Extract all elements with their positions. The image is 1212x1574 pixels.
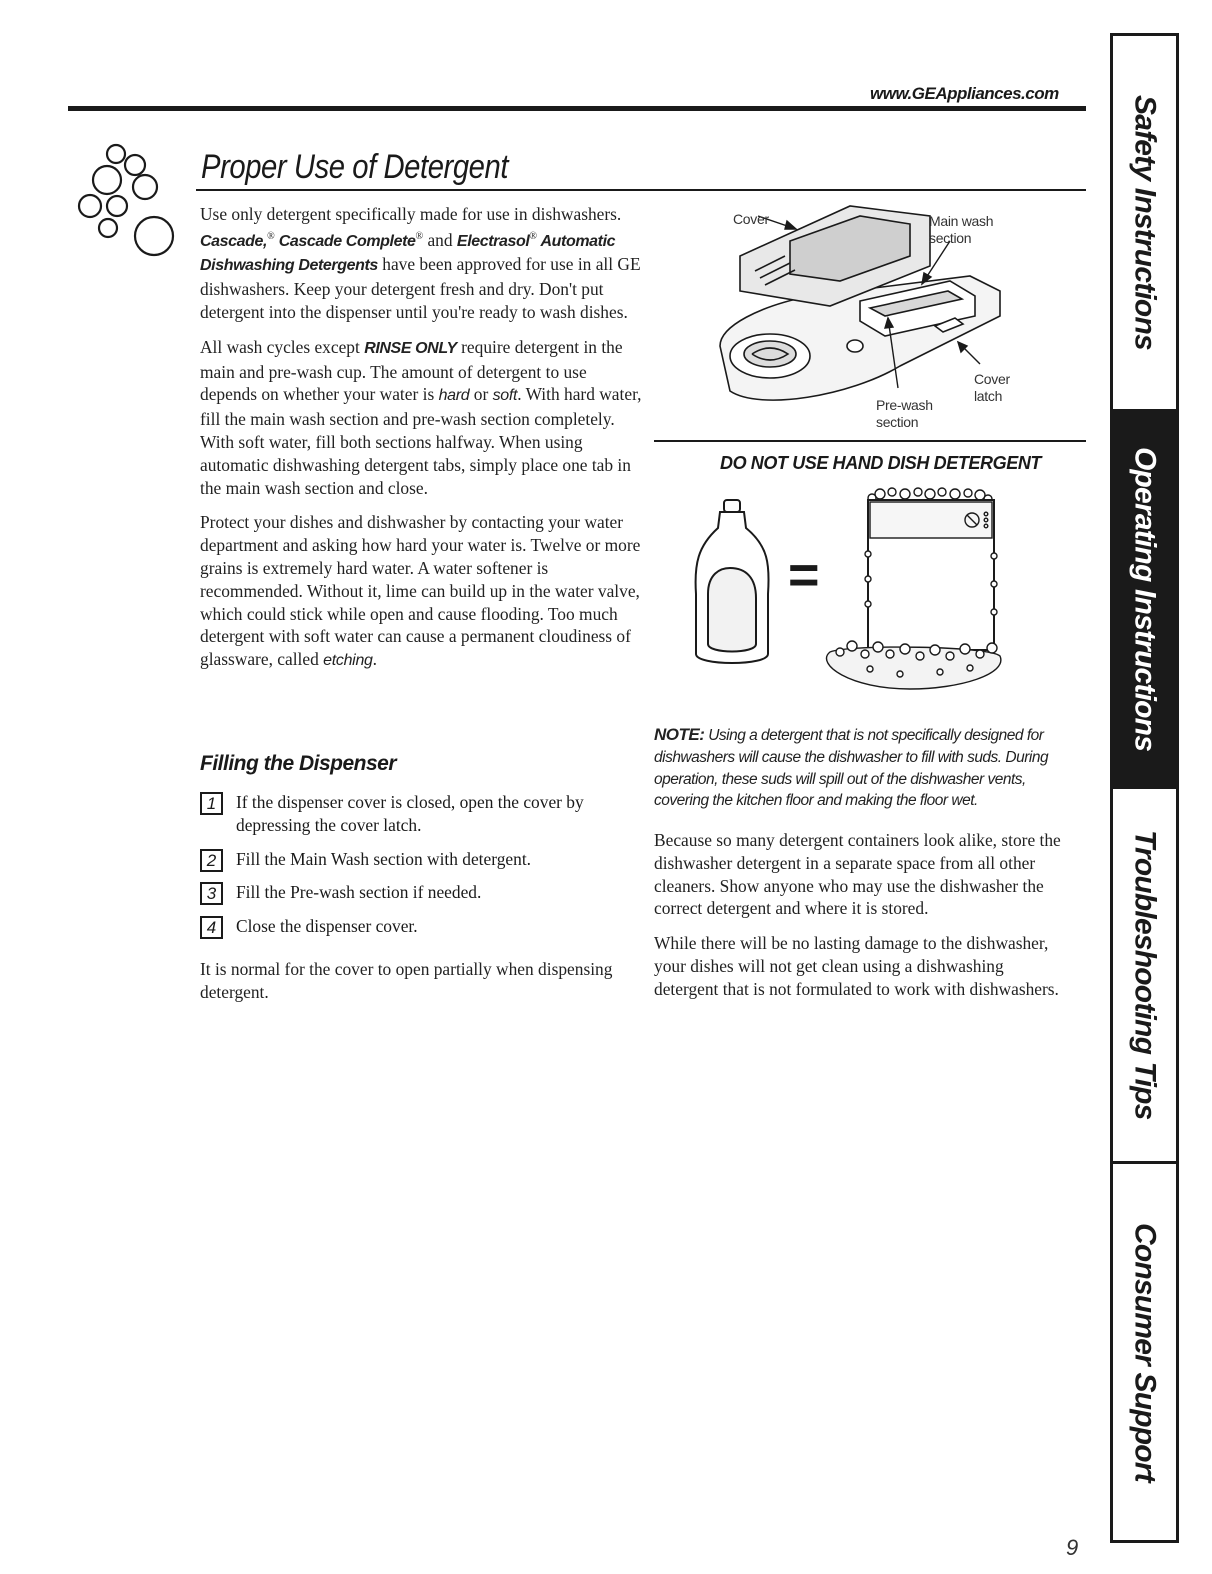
brand-cascade-complete: Cascade Complete — [274, 232, 416, 250]
step-1 — [200, 791, 640, 837]
brand-electrasol: Electrasol — [456, 232, 530, 250]
tab-safety-instructions[interactable] — [1113, 36, 1176, 409]
brand-automatic-detergents: Automatic Dishwashing Detergents — [200, 232, 616, 275]
warning-heading: DO NOT USE HAND DISH DETERGENT — [720, 453, 1042, 473]
header-rule — [68, 106, 1086, 111]
note-paragraph — [654, 724, 1074, 812]
text: require detergent in the main and pre-wash cup. The amount of detergent to use depends on whether your water is — [200, 336, 623, 405]
text: All wash cycles except — [200, 336, 365, 357]
text: and — [423, 229, 457, 250]
dish-soap-bottle-icon — [690, 494, 774, 674]
section-sidebar — [1110, 33, 1179, 1543]
tab-label: Troubleshooting Tips — [1128, 830, 1162, 1120]
label-line: Main wash — [929, 213, 994, 229]
label-cover: Cover — [733, 211, 769, 227]
label-main-wash-section — [929, 213, 993, 247]
step-text: If the dispenser cover is closed, open the cover by depressing the cover latch. — [236, 792, 584, 835]
bubbles-icon — [70, 140, 180, 260]
tab-label: Operating Instructions — [1128, 446, 1162, 752]
soft-term: soft — [492, 387, 518, 405]
normal-operation-note: It is normal for the cover to open partially when dispensing detergent. — [200, 959, 613, 1002]
text: or — [469, 384, 493, 405]
figure-divider — [654, 440, 1086, 442]
tab-troubleshooting-tips[interactable] — [1113, 789, 1176, 1161]
registered-mark: ® — [267, 230, 275, 242]
label-line: Cover — [974, 371, 1010, 387]
step-number-box: 1 — [200, 792, 223, 815]
hard-term: hard — [438, 387, 470, 405]
etching-term: etching — [323, 652, 373, 670]
registered-mark: ® — [529, 230, 538, 242]
label-prewash-section — [876, 397, 933, 431]
paragraph-approved-detergents — [200, 203, 645, 324]
tab-label: Safety Instructions — [1128, 95, 1162, 350]
label-line: latch — [974, 388, 1003, 404]
tab-operating-instructions[interactable] — [1113, 409, 1176, 789]
label-line: section — [929, 230, 972, 246]
tab-consumer-support[interactable] — [1113, 1164, 1176, 1540]
title-rule — [196, 189, 1086, 191]
note-text: Using a detergent that is not specifically designed for dishwashers will cause the dishwasher to fill with suds. During operation, these suds will spill out of the dishwasher vents, covering the kitchen floor and making the floor wet. — [654, 727, 1049, 810]
label-line: Pre-wash — [876, 397, 933, 413]
rinse-only-term: RINSE ONLY — [364, 339, 457, 357]
registered-mark: ® — [415, 230, 424, 242]
step-2 — [200, 848, 640, 871]
filling-steps-list — [200, 791, 640, 949]
filling-dispenser-heading: Filling the Dispenser — [200, 752, 397, 775]
equals-sign: = — [788, 545, 820, 605]
text: . — [372, 649, 377, 670]
step-4 — [200, 915, 640, 938]
step-text: Close the dispenser cover. — [236, 916, 418, 937]
right-column-text — [654, 829, 1072, 1013]
label-cover-latch — [974, 371, 1010, 405]
tab-label: Consumer Support — [1128, 1222, 1162, 1482]
label-line: section — [876, 414, 919, 430]
text: . With hard water, fill the main wash section and pre-wash section completely. With soft water, fill both sections halfway. When using automatic dishwashing detergent tabs, simply place one tab in the main wash section and close. — [200, 384, 642, 498]
page-title: Proper Use of Detergent — [201, 148, 509, 186]
page-number: 9 — [1066, 1535, 1079, 1560]
website-url: www.GEAppliances.com — [870, 84, 1059, 103]
paragraph-no-damage: While there will be no lasting damage to the dishwasher, your dishes will not get clean using a dishwashing detergent that is not formulated to work with dishwashers. — [654, 933, 1059, 999]
step-text: Fill the Main Wash section with detergent. — [236, 848, 532, 869]
paragraph-storage: Because so many detergent containers look alike, store the dishwasher detergent in a separate space from all other cleaners. Show anyone who may use the dishwasher the correct detergent and where it is stored. — [654, 830, 1061, 919]
step-number-box: 2 — [200, 849, 223, 872]
step-text: Fill the Pre-wash section if needed. — [236, 882, 482, 903]
text: Use only detergent specifically made for use in dishwashers. — [200, 204, 622, 224]
brand-cascade: Cascade, — [200, 232, 268, 250]
step-3 — [200, 881, 640, 904]
note-label: NOTE: — [654, 725, 705, 744]
step-number-box: 3 — [200, 882, 223, 905]
paragraph-wash-cycles — [200, 336, 645, 500]
left-column-text — [200, 203, 645, 685]
dishwasher-suds-illustration — [810, 484, 1010, 704]
text: Protect your dishes and dishwasher by contacting your water department and asking how hard your water is. Twelve or more grains is extremely hard water. A water softener is recommended. Without it, lime can build up in the water valve, which could stick while open and cause flooding. Too much detergent with soft water can cause a permanent cloudiness of glassware, called — [200, 512, 641, 670]
text: have been approved for use in all GE dishwashers. Keep your detergent fresh and dry. Don't put detergent into the dispenser until you're ready to wash dishes. — [200, 254, 641, 322]
step-number-box: 4 — [200, 916, 223, 939]
paragraph-water-hardness — [200, 511, 645, 673]
